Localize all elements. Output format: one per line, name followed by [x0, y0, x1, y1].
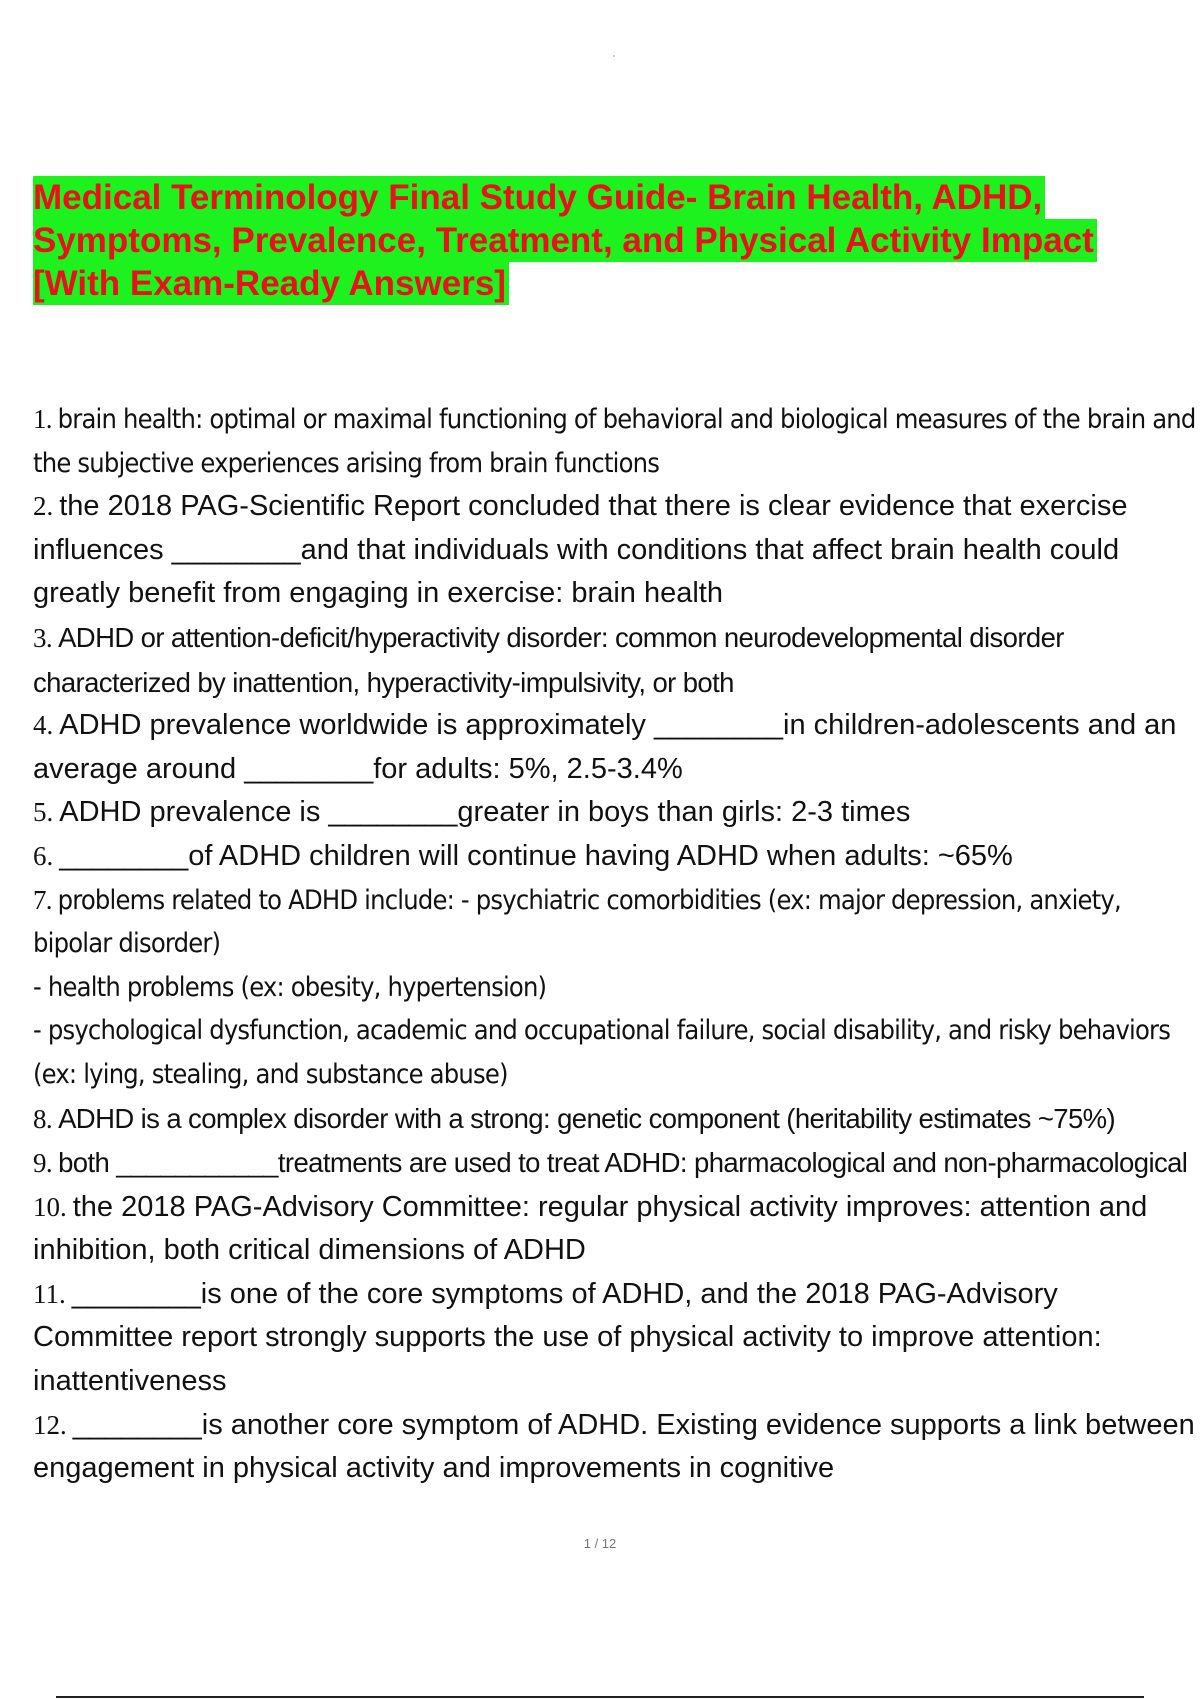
question-item [33, 879, 1198, 966]
question-text: ADHD prevalence worldwide is approximately ________in children-adolescents and an average around ________for adults: 5%, 2.5-3.4% [33, 709, 1177, 785]
question-number: 6. [33, 840, 54, 871]
question-text: ADHD is a complex disorder with a strong: genetic component (heritability estimates ~75%) [58, 1102, 1116, 1134]
question-text: ________is one of the core symptoms of ADHD, and the 2018 PAG-Advisory Committee report strongly supports the use of physical activity to improve attention: inattentiveness [33, 1277, 1102, 1398]
question-subitem [33, 966, 1198, 1010]
question-text: ________of ADHD children will continue having ADHD when adults: ~65% [59, 839, 1013, 872]
question-item [33, 704, 1198, 791]
question-number: 5. [33, 797, 54, 828]
question-subitem [33, 1009, 1198, 1096]
title-line-3: [With Exam-Ready Answers] [33, 262, 509, 305]
question-item [33, 1141, 1198, 1186]
question-item [33, 1097, 1198, 1142]
question-text: the 2018 PAG-Advisory Committee: regular physical activity improves: attention and inhibition, both critical dimensions of ADHD [33, 1190, 1148, 1267]
page-divider [56, 1696, 1144, 1698]
question-item [33, 1273, 1198, 1404]
question-text: both ___________treatments are used to treat ADHD: pharmacological and non-pharmacological [58, 1147, 1188, 1179]
question-number: 10. [33, 1191, 67, 1222]
question-list [33, 398, 1198, 1491]
question-item [33, 616, 1198, 704]
title-line-2: Symptoms, Prevalence, Treatment, and Physical Activity Impact [33, 219, 1097, 262]
question-number: 3. [33, 622, 53, 653]
question-number: 11. [33, 1278, 66, 1309]
document-title [33, 176, 1193, 305]
question-text: problems related to ADHD include: - psychiatric comorbidities (ex: major depression, anxiety, bipolar disorder) [33, 884, 1121, 960]
question-item [33, 1186, 1198, 1273]
question-text: - psychological dysfunction, academic and occupational failure, social disability, and risky behaviors (ex: lying, stealing, and substance abuse) [33, 1015, 1171, 1090]
question-number: 8. [33, 1103, 53, 1134]
question-text: ________is another core symptom of ADHD. Existing evidence supports a link between engagement in physical activity and improvements in cognitive [33, 1408, 1195, 1485]
question-item [33, 791, 1198, 835]
title-line-1: Medical Terminology Final Study Guide- Brain Health, ADHD, [33, 176, 1045, 219]
question-number: 4. [33, 710, 54, 741]
question-number: 7. [33, 884, 52, 915]
question-text: - health problems (ex: obesity, hypertension) [33, 971, 547, 1003]
question-text: brain health: optimal or maximal functioning of behavioral and biological measures of the brain and the subjective experiences arising from brain functions [33, 404, 1196, 479]
question-text: ADHD prevalence is ________greater in boys than girls: 2-3 times [59, 796, 911, 829]
question-text: ADHD or attention-deficit/hyperactivity disorder: common neurodevelopmental disorder characterized by inattention, hyperactivity-impulsivity, or both [33, 621, 1064, 698]
scan-artifact-dot [613, 55, 615, 57]
question-text: the 2018 PAG-Scientific Report concluded that there is clear evidence that exercise influences ________and that individuals with conditions that affect brain health could greatly benefit from engaging in exercise: brain health [33, 490, 1128, 610]
question-item [33, 485, 1198, 616]
question-number: 2. [33, 491, 54, 522]
question-item [33, 398, 1198, 485]
question-number: 12. [33, 1409, 67, 1440]
question-item [33, 835, 1198, 879]
page-number: 1 / 12 [583, 1536, 617, 1551]
question-number: 9. [33, 1148, 53, 1179]
question-number: 1. [33, 404, 52, 434]
question-item [33, 1404, 1198, 1491]
